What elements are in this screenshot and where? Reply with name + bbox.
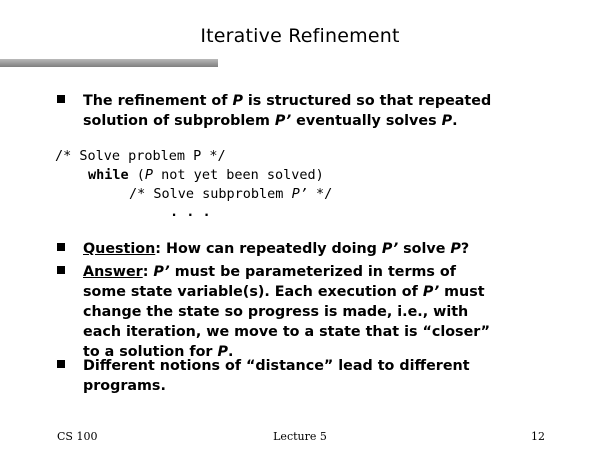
code-line-4: . . .: [170, 204, 211, 220]
symbol-p: P: [450, 241, 461, 257]
footer-lecture: Lecture 5: [273, 430, 327, 443]
bullet-distance-line-2: programs.: [83, 378, 166, 394]
bullet-refinement-line-1: [83, 91, 553, 111]
code-line-2: [88, 165, 324, 185]
bullet-answer-line-3: change the state so progress is made, i.e., with: [83, 304, 469, 320]
code-line-3: [129, 184, 332, 204]
bullet-square-icon: [57, 95, 65, 103]
code-span: */: [307, 186, 333, 202]
code-symbol-p: P: [144, 167, 154, 183]
text-span: .: [452, 113, 458, 129]
bullet-distance-text: [83, 356, 553, 396]
text-span: : How can repeatedly doing: [155, 241, 382, 257]
text-span: eventually solves: [291, 113, 442, 129]
text-span: The refinement of: [83, 93, 233, 109]
text-span: must be parameterized in terms of: [169, 264, 456, 280]
title-underline-bar: [0, 59, 218, 67]
symbol-p: P: [441, 113, 453, 129]
code-span: not yet been solved): [153, 167, 324, 183]
symbol-p: P: [217, 344, 228, 360]
text-span: must: [439, 284, 485, 300]
footer-course: CS 100: [57, 430, 98, 443]
bullet-square-icon: [57, 266, 65, 274]
bullet-refinement-line-2: [83, 111, 553, 131]
text-span: .: [227, 344, 234, 360]
symbol-p-prime: P’: [153, 264, 170, 280]
bullet-square-icon: [57, 243, 65, 251]
text-span: some state variable(s). Each execution of: [83, 284, 423, 300]
bullet-answer-line-4: each iteration, we move to a state that is “closer”: [83, 324, 490, 340]
bullet-answer-line-1: [83, 262, 553, 282]
code-symbol-p-prime: P’: [291, 186, 308, 202]
footer-page-number: 12: [531, 430, 545, 443]
text-span: solution of subproblem: [83, 113, 275, 129]
bullet-square-icon: [57, 360, 65, 368]
symbol-p-prime: P’: [381, 241, 399, 257]
text-span: solve: [398, 241, 451, 257]
bullet-question-text: [83, 239, 553, 259]
code-span: (: [128, 167, 145, 183]
bullet-distance-line-1: Different notions of “distance” lead to different: [83, 358, 470, 374]
symbol-p-prime: P’: [274, 113, 292, 129]
answer-label: Answer: [83, 264, 143, 280]
bullet-answer-line-2: [83, 282, 553, 302]
symbol-p: P: [232, 93, 243, 109]
text-span: to a solution for: [83, 344, 218, 360]
bullet-refinement-text: [83, 91, 553, 131]
code-line-1: /* Solve problem P */: [55, 148, 226, 164]
symbol-p-prime: P’: [422, 284, 440, 300]
bullet-question-line-1: [83, 239, 553, 259]
slide-title: Iterative Refinement: [200, 25, 400, 47]
code-span: /* Solve subproblem: [129, 186, 292, 202]
question-label: Question: [83, 241, 156, 257]
keyword-while: while: [88, 167, 129, 183]
text-span: :: [142, 264, 154, 280]
text-span: ?: [460, 241, 470, 257]
text-span: is structured so that repeated: [242, 93, 492, 109]
bullet-answer-text: [83, 262, 553, 362]
